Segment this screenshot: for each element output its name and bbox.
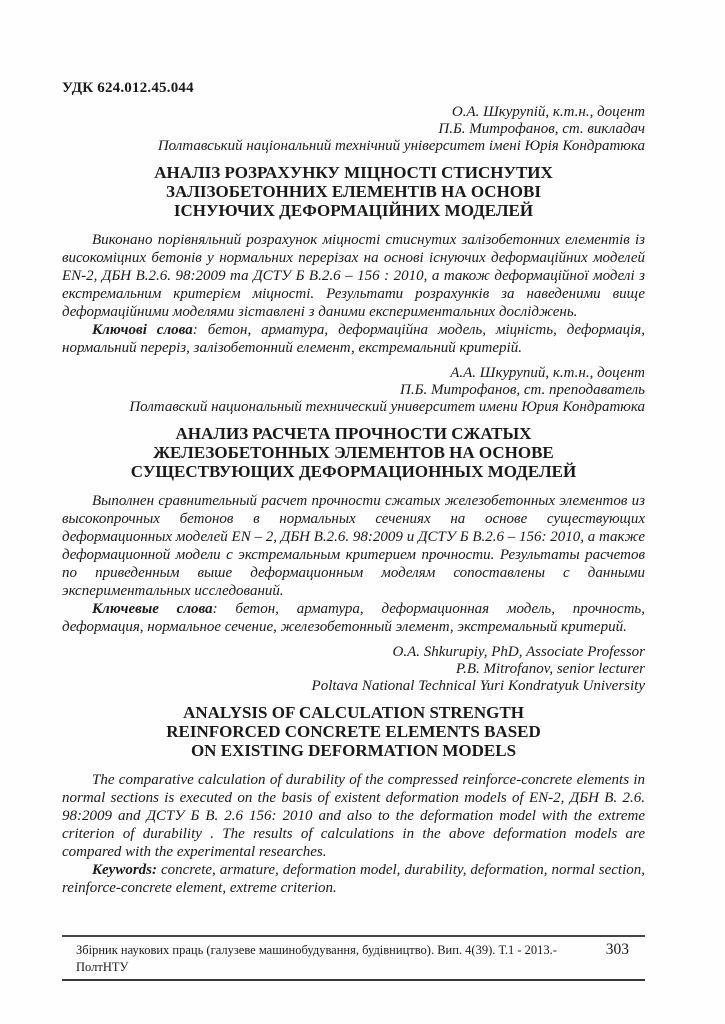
article-title-en xyxy=(62,703,645,760)
author-line: П.Б. Митрофанов, ст. викладач xyxy=(438,121,645,137)
title-line: АНАЛИЗ РАСЧЕТА ПРОЧНОСТИ СЖАТЫХ xyxy=(175,424,532,443)
author-block-ru xyxy=(62,365,645,416)
abstract-uk: Виконано порівняльний розрахунок міцності стиснутих залізобетонних елементів із високоміцних бетонів у нормальних перерізах на основі існуючих деформаційних моделей EN-2, ДБН В.2.6. 98:2009 та ДСТУ Б В.2.6 – 156 : 2010, а також деформаційної моделі з екстремальним критерієм міцності. Результати розрахунків за наведеними вище деформаційними моделями зіставлені з даними експериментальних досліджень. xyxy=(62,232,645,320)
affiliation-line: Полтавский национальный технический университет имени Юрия Кондратюка xyxy=(129,399,645,415)
author-line: O.A. Shkurupiy, PhD, Associate Professor xyxy=(392,644,645,660)
title-line: ІСНУЮЧИХ ДЕФОРМАЦІЙНИХ МОДЕЛЕЙ xyxy=(173,201,534,220)
keywords-text: : бетон, арматура, деформационная модель, прочность, деформация, нормальное сечение, железобетонный элемент, экстремальный критерий. xyxy=(62,601,645,635)
title-line: ANALYSIS OF CALCULATION STRENGTH xyxy=(183,703,524,722)
title-line: АНАЛІЗ РОЗРАХУНКУ МІЦНОСТІ СТИСНУТИХ xyxy=(154,163,553,182)
title-line: СУЩЕСТВУЮЩИХ ДЕФОРМАЦИОННЫХ МОДЕЛЕЙ xyxy=(130,462,577,481)
keywords-uk xyxy=(62,321,645,357)
page-footer xyxy=(62,935,645,981)
author-block-en xyxy=(62,644,645,695)
keywords-en xyxy=(62,861,645,897)
keywords-ru xyxy=(62,600,645,636)
keywords-text: concrete, armature, deformation model, durability, deformation, normal section, reinforce-concrete element, extreme criterion. xyxy=(62,862,645,896)
footer-rule-row xyxy=(62,935,645,981)
title-line: REINFORCED CONCRETE ELEMENTS BASED xyxy=(166,722,541,741)
author-line: О.А. Шкурупій, к.т.н., доцент xyxy=(451,104,645,120)
section-english xyxy=(62,644,645,897)
affiliation-line: Полтавський національний технічний університет імені Юрія Кондратюка xyxy=(157,138,645,154)
section-russian xyxy=(62,365,645,636)
title-line: ON EXISTING DEFORMATION MODELS xyxy=(190,741,517,760)
title-line: ЖЕЛЕЗОБЕТОННЫХ ЭЛЕМЕНТОВ НА ОСНОВЕ xyxy=(153,443,554,462)
page-number: 303 xyxy=(605,941,629,958)
keywords-label: Ключевые слова xyxy=(92,601,213,617)
article-title-ru xyxy=(62,424,645,481)
section-ukrainian xyxy=(62,104,645,357)
author-line: P.B. Mitrofanov, senior lecturer xyxy=(455,661,645,677)
author-block-uk xyxy=(62,104,645,155)
udc-code: УДК 624.012.45.044 xyxy=(62,80,194,96)
author-line: А.А. Шкурупий, к.т.н., доцент xyxy=(450,365,645,381)
keywords-label: Keywords: xyxy=(92,862,157,878)
article-title-uk xyxy=(62,163,645,220)
author-line: П.Б. Митрофанов, ст. преподаватель xyxy=(400,382,645,398)
page-content xyxy=(62,0,645,897)
keywords-label: Ключові слова xyxy=(92,322,193,338)
footer-citation: Збірник наукових праць (галузеве машинобудування, будівництво). Вип. 4(39). Т.1 - 2013.- ПолтНТУ xyxy=(76,943,557,974)
affiliation-line: Poltava National Technical Yuri Kondratyuk University xyxy=(311,678,645,694)
title-line: ЗАЛІЗОБЕТОННИХ ЕЛЕМЕНТІВ НА ОСНОВІ xyxy=(166,182,541,201)
abstract-en: The comparative calculation of durability of the compressed reinforce-concrete elements in normal sections is executed on the basis of existent deformation models of EN-2, ДБН В. 2.6. 98:2009 and ДСТУ Б В. 2.6 156: 2010 and also to the deformation model with the extreme criterion of durability . The results of calculations in the above deformation models are compared with the experimental researches. xyxy=(62,772,645,860)
abstract-ru: Выполнен сравнительный расчет прочности сжатых железобетонных элементов из высокопрочных бетонов в нормальных сечениях на основе существующих деформационных моделей EN – 2, ДБН В.2.6. 98:2009 и ДСТУ Б В.2.6 – 156: 2010, а также деформационной модели с экстремальным критерием прочности. Результаты расчетов по приведенным выше деформационным моделям сопоставлены с данными экспериментальных исследований. xyxy=(62,493,645,599)
keywords-text: : бетон, арматура, деформаційна модель, міцність, деформація, нормальний переріз, залізобетонний елемент, екстремальний критерій. xyxy=(62,322,645,356)
